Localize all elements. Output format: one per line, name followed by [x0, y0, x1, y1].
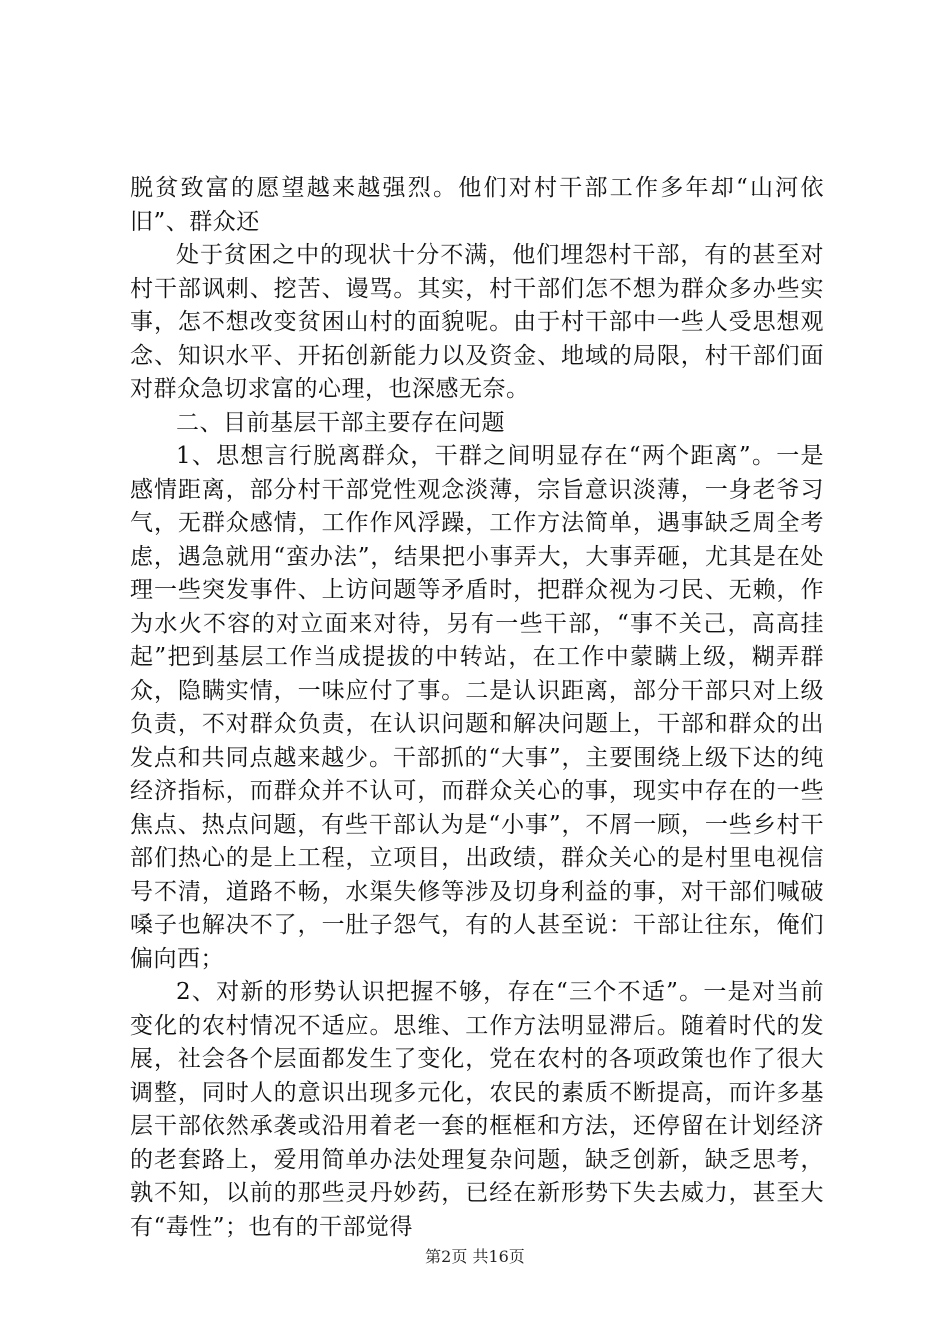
paragraph-2: 处于贫困之中的现状十分不满，他们埋怨村干部，有的甚至对村干部讽刺、挖苦、谩骂。其实，村干部们怎不想为群众多办些实事，怎不想改变贫困山村的面貌呢。由于村干部中一些人受思想观念、知识水平、开拓创新能力以及资金、地域的局限，村干部们面对群众急切求富的心理，也深感无奈。	[130, 242, 824, 402]
paragraph-4: 2、对新的形势认识把握不够，存在“三个不适”。一是对当前变化的农村情况不适应。思维、工作方法明显滞后。随着时代的发展，社会各个层面都发生了变化，党在农村的各项政策也作了很大调整，同时人的意识出现多元化，农民的素质不断提高，而许多基层干部依然承袭或沿用着老一套的框框和方法，还停留在计划经济的老套路上，爱用简单办法处理复杂问题，缺乏创新，缺乏思考，孰不知，以前的那些灵丹妙药，已经在新形势下失去威力，甚至大有“毒性”；也有的干部觉得	[130, 979, 824, 1240]
document-body	[130, 172, 824, 1244]
paragraph-1: 脱贫致富的愿望越来越强烈。他们对村干部工作多年却“山河依旧”、群众还	[130, 175, 824, 235]
paragraph-3: 1、思想言行脱离群众，干群之间明显存在“两个距离”。一是感情距离，部分村干部党性观念淡薄，宗旨意识淡薄，一身老爷习气，无群众感情，工作作风浮躁，工作方法简单，遇事缺乏周全考虑，遇急就用“蛮办法”，结果把小事弄大，大事弄砸，尤其是在处理一些突发事件、上访问题等矛盾时，把群众视为刁民、无赖，作为水火不容的对立面来对待，另有一些干部，“事不关己，高高挂起”把到基层工作当成提拔的中转站，在工作中蒙瞒上级，糊弄群众，隐瞒实情，一味应付了事。二是认识距离，部分干部只对上级负责，不对群众负责，在认识问题和解决问题上，干部和群众的出发点和共同点越来越少。干部抓的“大事”，主要围绕上级下达的纯经济指标，而群众并不认可，而群众关心的事，现实中存在的一些焦点、热点问题，有些干部认为是“小事”，不屑一顾，一些乡村干部们热心的是上工程，立项目，出政绩，群众关心的是村里电视信号不清，道路不畅，水渠失修等涉及切身利益的事，对干部们喊破嗓子也解决不了，一肚子怨气，有的人甚至说：干部让往东，俺们偏向西；	[130, 443, 824, 972]
page-footer: 第2页 共16页	[425, 1247, 525, 1266]
section-heading: 二、目前基层干部主要存在问题	[176, 409, 505, 436]
